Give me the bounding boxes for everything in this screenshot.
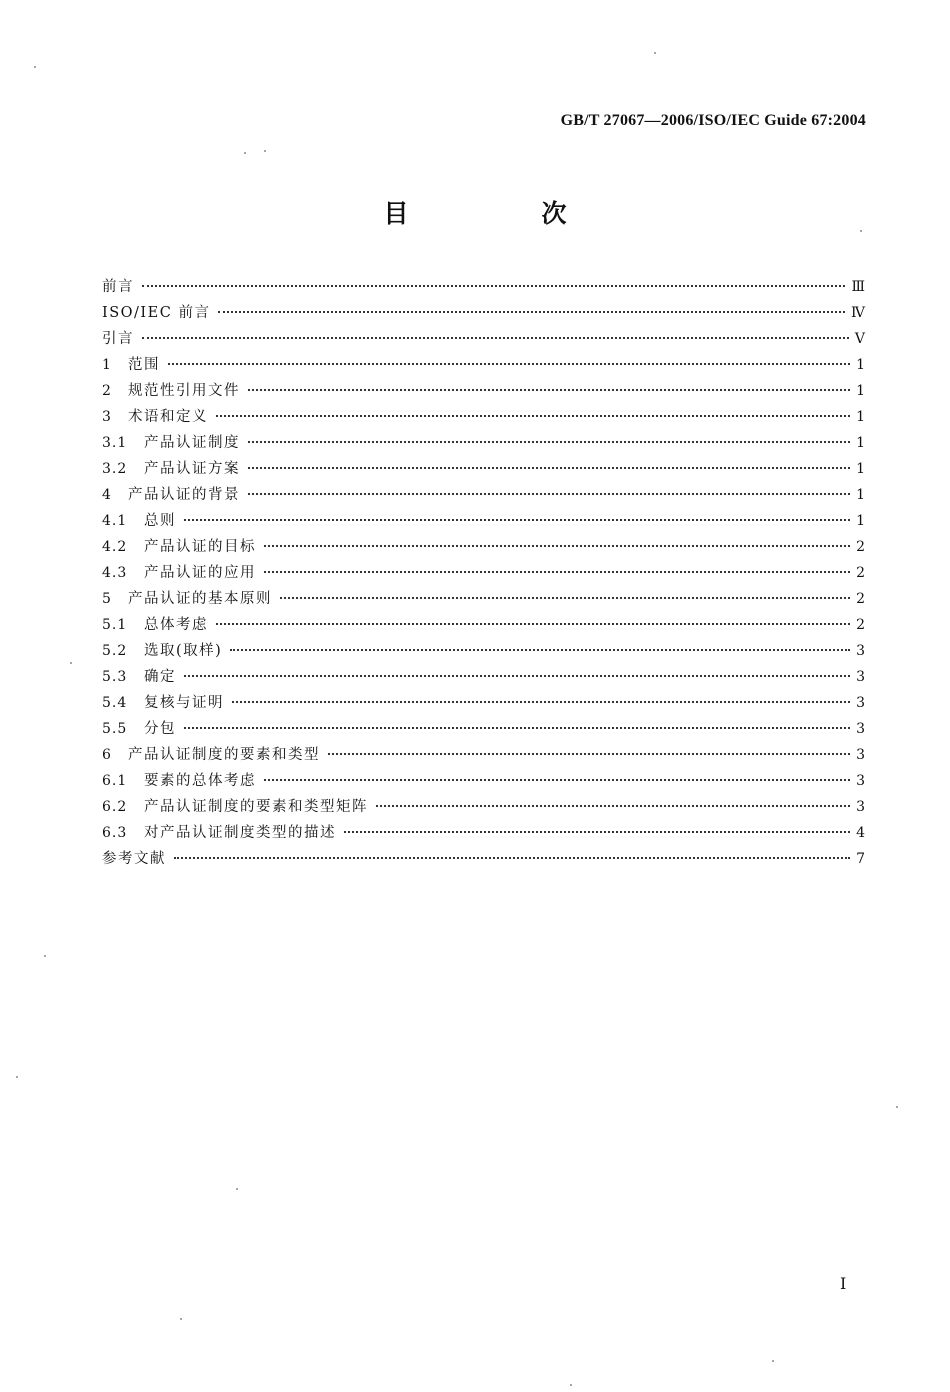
toc-entry-page: 3 <box>856 695 865 711</box>
scan-speck <box>244 152 246 154</box>
scan-speck <box>654 52 656 54</box>
toc-dot-leader <box>248 441 850 443</box>
toc-entry-page: 1 <box>856 383 865 399</box>
toc-entry[interactable] <box>102 456 865 482</box>
toc-entry-page: 3 <box>856 747 865 763</box>
toc-entry-label: 产品认证制度 <box>144 435 240 451</box>
toc-entry-page: 2 <box>856 565 865 581</box>
scan-speck <box>772 1360 774 1362</box>
toc-entry-number: 6.3 <box>102 825 128 841</box>
toc-entry-number: 4.1 <box>102 513 128 529</box>
toc-entry-number: 5.2 <box>102 643 128 659</box>
toc-entry[interactable] <box>102 664 865 690</box>
toc-dot-leader <box>344 831 850 833</box>
toc-dot-leader <box>218 311 845 313</box>
scan-speck <box>16 1076 18 1078</box>
toc-entry-page: 2 <box>856 617 865 633</box>
toc-entry[interactable] <box>102 742 865 768</box>
toc-entry-page: 4 <box>856 825 865 841</box>
toc-entry-page: Ⅴ <box>854 331 865 347</box>
toc-entry-label: 对产品认证制度类型的描述 <box>144 825 336 841</box>
toc-dot-leader <box>184 727 850 729</box>
toc-entry[interactable] <box>102 430 865 456</box>
toc-dot-leader <box>216 623 850 625</box>
toc-entry-page: 3 <box>856 721 865 737</box>
toc-dot-leader <box>216 415 850 417</box>
toc-entry-label: 产品认证的目标 <box>144 539 256 555</box>
toc-entry-number: 3 <box>102 409 112 425</box>
scan-speck <box>236 1188 238 1190</box>
toc-dot-leader <box>142 337 849 339</box>
toc-dot-leader <box>280 597 850 599</box>
toc-entry[interactable] <box>102 612 865 638</box>
toc-entry-page: Ⅳ <box>851 305 865 321</box>
toc-entry-label: 复核与证明 <box>144 695 224 711</box>
scan-speck <box>896 1106 898 1108</box>
toc-entry[interactable] <box>102 820 865 846</box>
toc-dot-leader <box>230 649 850 651</box>
toc-entry-label: 分包 <box>144 721 176 737</box>
toc-entry-page: 1 <box>856 461 865 477</box>
toc-entry-label: 范围 <box>128 357 160 373</box>
toc-dot-leader <box>248 493 850 495</box>
toc-entry-label: 术语和定义 <box>128 409 208 425</box>
toc-dot-leader <box>248 467 850 469</box>
toc-entry-page: 1 <box>856 357 865 373</box>
toc-entry-label: 确定 <box>144 669 176 685</box>
toc-entry-page: 1 <box>856 435 865 451</box>
toc-entry-label: 产品认证的应用 <box>144 565 256 581</box>
toc-dot-leader <box>232 701 850 703</box>
toc-entry-number: 4.2 <box>102 539 128 555</box>
toc-dot-leader <box>248 389 850 391</box>
toc-entry-page: 1 <box>856 409 865 425</box>
standard-code: GB/T 27067—2006/ISO/IEC Guide 67:2004 <box>560 112 866 129</box>
toc-entry[interactable] <box>102 378 865 404</box>
scan-speck <box>570 1384 572 1386</box>
toc-entry[interactable] <box>102 300 865 326</box>
scan-speck <box>264 150 266 152</box>
toc-entry[interactable] <box>102 690 865 716</box>
toc-entry-number: 5 <box>102 591 112 607</box>
toc-entry-page: 1 <box>856 513 865 529</box>
toc-entry-label: 产品认证的背景 <box>128 487 240 503</box>
page-title: 目 次 <box>383 199 621 228</box>
toc-entry-page: 2 <box>856 591 865 607</box>
toc-dot-leader <box>184 675 850 677</box>
toc-entry[interactable] <box>102 716 865 742</box>
toc-entry[interactable] <box>102 560 865 586</box>
toc-entry[interactable] <box>102 508 865 534</box>
toc-dot-leader <box>264 545 850 547</box>
toc-entry-number: 3.1 <box>102 435 128 451</box>
toc-entry-label: 产品认证制度的要素和类型 <box>128 747 320 763</box>
toc-entry-number: 5.3 <box>102 669 128 685</box>
toc-entry-label: 产品认证制度的要素和类型矩阵 <box>144 799 368 815</box>
toc-dot-leader <box>142 285 845 287</box>
toc-entry-label: ISO/IEC 前言 <box>102 305 211 321</box>
toc-entry[interactable] <box>102 326 865 352</box>
toc-entry-number: 5.1 <box>102 617 128 633</box>
toc-entry-number: 5.4 <box>102 695 128 711</box>
scan-speck <box>860 230 862 232</box>
toc-entry-label: 引言 <box>102 331 134 347</box>
toc-entry-label: 选取(取样) <box>144 643 223 659</box>
scan-speck <box>34 66 36 68</box>
toc-entry-number: 6 <box>102 747 112 763</box>
toc-entry-number: 3.2 <box>102 461 128 477</box>
toc-dot-leader <box>168 363 850 365</box>
toc-entry-page: 3 <box>856 773 865 789</box>
toc-entry[interactable] <box>102 274 865 300</box>
toc-entry-page: 3 <box>856 643 865 659</box>
toc-entry-number: 6.1 <box>102 773 128 789</box>
toc-dot-leader <box>184 519 850 521</box>
toc-dot-leader <box>264 779 850 781</box>
toc-entry-label: 参考文献 <box>102 851 166 867</box>
toc-entry-number: 6.2 <box>102 799 128 815</box>
toc-entry[interactable] <box>102 794 865 820</box>
toc-entry-label: 总则 <box>144 513 176 529</box>
toc-entry-page: 2 <box>856 539 865 555</box>
toc-entry-number: 5.5 <box>102 721 128 737</box>
toc-entry[interactable] <box>102 638 865 664</box>
toc-entry-label: 产品认证的基本原则 <box>128 591 272 607</box>
toc-entry-page: 1 <box>856 487 865 503</box>
toc-entry-label: 要素的总体考虑 <box>144 773 256 789</box>
toc-entry[interactable] <box>102 482 865 508</box>
toc-entry[interactable] <box>102 846 865 872</box>
table-of-contents <box>102 274 865 872</box>
toc-entry-number: 4 <box>102 487 112 503</box>
toc-entry-label: 产品认证方案 <box>144 461 240 477</box>
toc-dot-leader <box>264 571 850 573</box>
toc-entry[interactable] <box>102 768 865 794</box>
toc-entry-page: 3 <box>856 799 865 815</box>
toc-entry-number: 4.3 <box>102 565 128 581</box>
toc-entry-label: 规范性引用文件 <box>128 383 240 399</box>
scan-speck <box>70 662 72 664</box>
toc-entry-page: 7 <box>856 851 865 867</box>
toc-entry-number: 2 <box>102 383 112 399</box>
scan-speck <box>44 955 46 957</box>
toc-entry[interactable] <box>102 586 865 612</box>
toc-dot-leader <box>328 753 850 755</box>
scan-speck <box>180 1318 182 1320</box>
page-number: Ⅰ <box>840 1276 847 1293</box>
toc-entry-number: 1 <box>102 357 112 373</box>
toc-entry-label: 总体考虑 <box>144 617 208 633</box>
toc-entry[interactable] <box>102 404 865 430</box>
toc-entry-page: Ⅲ <box>851 279 865 295</box>
toc-entry-page: 3 <box>856 669 865 685</box>
toc-entry[interactable] <box>102 352 865 378</box>
toc-entry-label: 前言 <box>102 279 134 295</box>
toc-dot-leader <box>376 805 850 807</box>
toc-dot-leader <box>174 857 850 859</box>
toc-entry[interactable] <box>102 534 865 560</box>
